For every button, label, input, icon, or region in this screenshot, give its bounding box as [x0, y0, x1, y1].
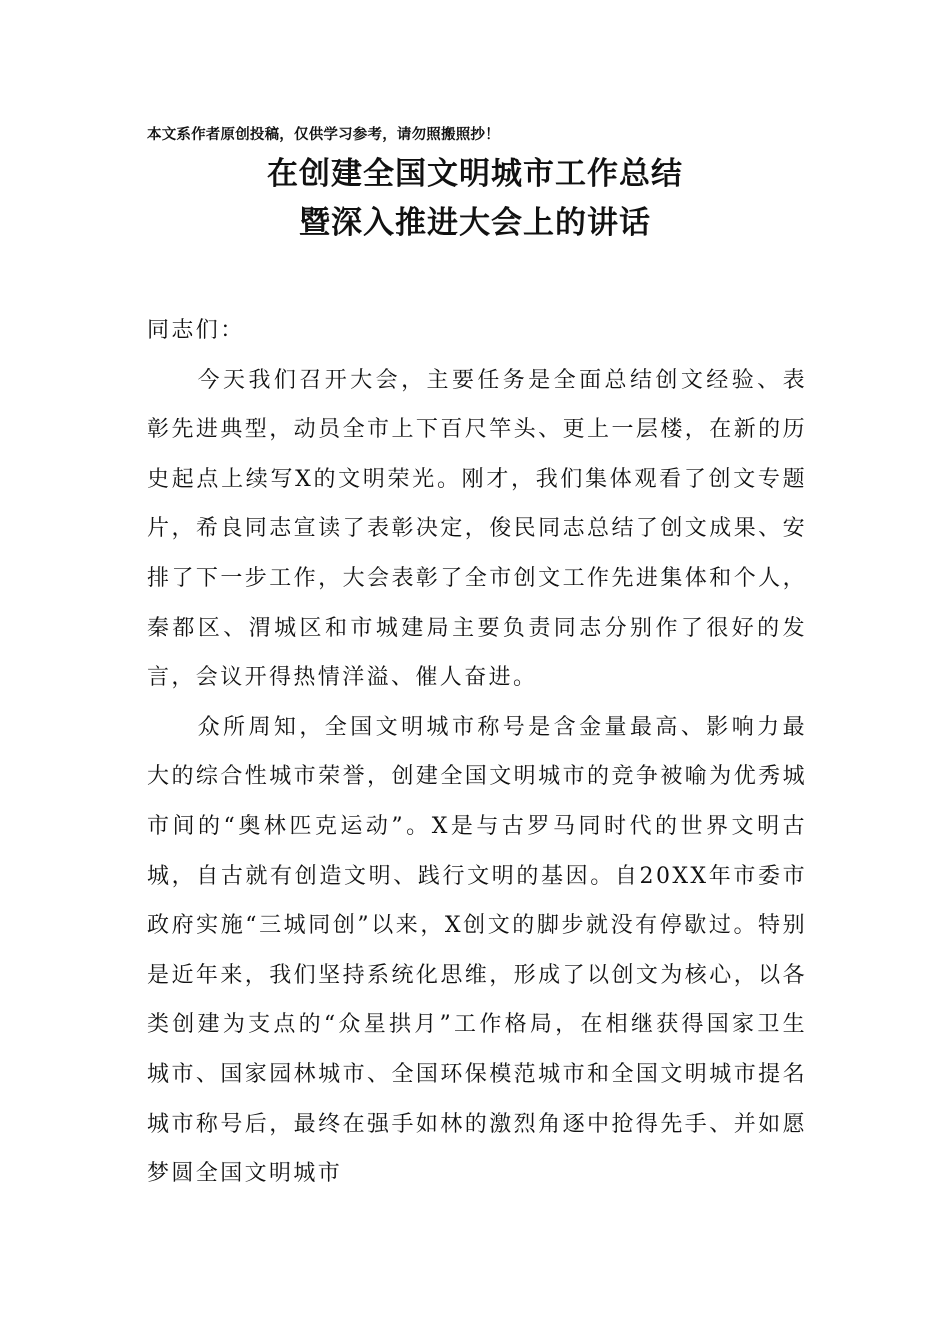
- greeting: 同志们：: [147, 318, 245, 343]
- copyright-notice: 本文系作者原创投稿，仅供学习参考，请勿照搬照抄！: [147, 126, 500, 143]
- title-line-1: 在创建全国文明城市工作总结: [267, 156, 683, 192]
- document-body: [147, 306, 807, 1199]
- document-title: [0, 150, 950, 248]
- paragraph-1: 今天我们召开大会，主要任务是全面总结创文经验、表彰先进典型，动员全市上下百尺竿头、更上一层楼，在新的历史起点上续写X的文明荣光。刚才，我们集体观看了创文专题片，希良同志宣读了表彰决定，俊民同志总结了创文成果、安排了下一步工作，大会表彰了全市创文工作先进集体和个人，秦都区、渭城区和市城建局主要负责同志分别作了很好的发言，会议开得热情洋溢、催人奋进。: [147, 367, 807, 691]
- paragraph-2: 众所周知，全国文明城市称号是含金量最高、影响力最大的综合性城市荣誉，创建全国文明城市的竞争被喻为优秀城市间的“奥林匹克运动”。X是与古罗马同时代的世界文明古城，自古就有创造文明、践行文明的基因。自20XX年市委市政府实施“三城同创”以来，X创文的脚步就没有停歇过。特别是近年来，我们坚持系统化思维，形成了以创文为核心，以各类创建为支点的“众星拱月”工作格局，在相继获得国家卫生城市、国家园林城市、全国环保模范城市和全国文明城市提名城市称号后，最终在强手如林的激烈角逐中抢得先手、并如愿梦圆全国文明城市: [147, 714, 807, 1187]
- title-line-2: 暨深入推进大会上的讲话: [299, 205, 651, 241]
